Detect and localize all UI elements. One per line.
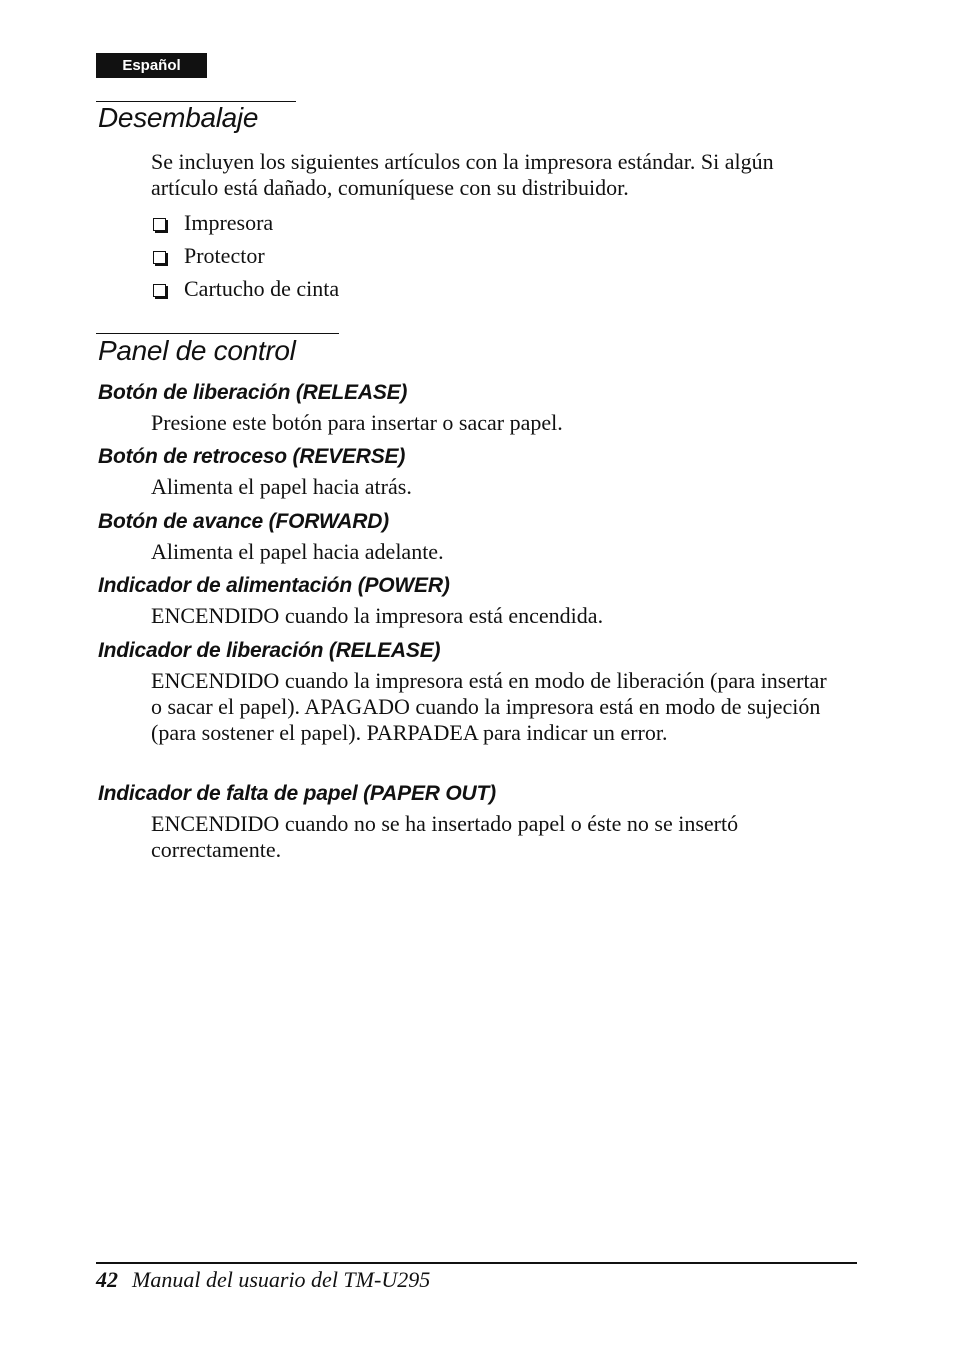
unpacking-intro: Se incluyen los siguientes artículos con la impresora estándar. Si algún artículo está dañado, comuníquese con su distribuidor. — [151, 149, 774, 200]
entry-heading-release-button: Botón de liberación (RELEASE) — [98, 381, 408, 404]
checkbox-bullet-icon — [153, 284, 166, 297]
entry-heading-paper-out-indicator: Indicador de falta de papel (PAPER OUT) — [98, 782, 496, 805]
entry-heading-forward-button: Botón de avance (FORWARD) — [98, 510, 389, 533]
section-title-unpacking: Desembalaje — [98, 102, 259, 133]
list-item: Impresora — [151, 209, 339, 242]
entry-heading-release-indicator: Indicador de liberación (RELEASE) — [98, 639, 441, 662]
footer-rule — [96, 1262, 857, 1264]
manual-title: Manual del usuario del TM-U295 — [132, 1267, 431, 1292]
entry-text-paper-out-indicator: ENCENDIDO cuando no se ha insertado papel o éste no se insertó correctamente. — [151, 811, 739, 862]
entry-text-release-button: Presione este botón para insertar o sacar papel. — [151, 410, 563, 435]
checkbox-bullet-icon — [153, 218, 166, 231]
entry-text-reverse-button: Alimenta el papel hacia atrás. — [151, 474, 412, 499]
list-item: Protector — [151, 242, 339, 275]
section-title-control-panel: Panel de control — [98, 335, 296, 366]
entry-heading-power-indicator: Indicador de alimentación (POWER) — [98, 574, 450, 597]
page-number: 42 — [96, 1267, 118, 1292]
checkbox-bullet-icon — [153, 251, 166, 264]
entry-text-forward-button: Alimenta el papel hacia adelante. — [151, 539, 444, 564]
language-tab: Español — [96, 53, 207, 78]
list-item: Cartucho de cinta — [151, 275, 339, 308]
entry-text-release-indicator: ENCENDIDO cuando la impresora está en modo de liberación (para insertar o sacar el papel). APAGADO cuando la impresora está en modo de sujeción (para sostener el papel). PARPADEA para indicar un error. — [151, 668, 827, 745]
page-footer — [96, 1266, 430, 1294]
included-items-list — [151, 209, 339, 308]
entry-heading-reverse-button: Botón de retroceso (REVERSE) — [98, 445, 406, 468]
entry-text-power-indicator: ENCENDIDO cuando la impresora está encendida. — [151, 603, 604, 628]
section-rule — [96, 333, 339, 334]
